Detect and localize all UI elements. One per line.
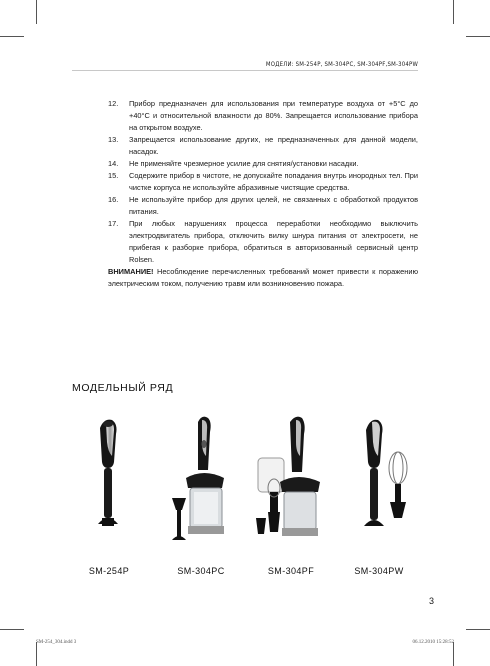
model-label-sm-304pf: SM-304PF — [267, 566, 315, 576]
rule-text: Прибор предназначен для использования при температуре воздуха от +5°C до +40°C и относительной влажности до 80%. Запрещается использование прибора на открытом воздухе. — [129, 99, 418, 132]
rule-text: Не применяйте чрезмерное усилие для снятия/установки насадки. — [129, 159, 359, 168]
rule-item — [108, 170, 418, 194]
crop-mark — [453, 0, 454, 24]
rule-number: 16. — [108, 195, 119, 204]
rule-text: Запрещается использование других, не предназначенных для данной модели, насадок. — [129, 135, 418, 156]
rule-number: 12. — [108, 99, 119, 108]
rule-number: 14. — [108, 159, 119, 168]
crop-mark — [36, 642, 37, 666]
warning-text: Несоблюдение перечисленных требований может привести к поражению электрическим током, получению травм или возникновению пожара. — [108, 267, 418, 288]
model-label-sm-304pw: SM-304PW — [354, 566, 404, 576]
footer-datetime: 06.12.2010 15:28:52 — [412, 640, 454, 645]
rule-number: 15. — [108, 171, 119, 180]
rule-item — [108, 98, 418, 134]
crop-mark — [453, 642, 454, 666]
footer-filename: SM-254_304.indd 3 — [36, 640, 77, 645]
model-label-sm-254p: SM-254P — [88, 566, 130, 576]
crop-mark — [0, 629, 24, 630]
rule-text: Содержите прибор в чистоте, не допускайте попадания внутрь инородных тел. При чистке корпуса не используйте абразивные чистящие средства. — [129, 171, 418, 192]
crop-mark — [0, 36, 24, 37]
section-title: МОДЕЛЬНЫЙ РЯД — [72, 382, 174, 394]
hand-blender-set-icon — [250, 412, 338, 560]
crop-mark — [466, 36, 490, 37]
rule-number: 13. — [108, 135, 119, 144]
safety-rules-list — [108, 98, 418, 290]
rule-item — [108, 218, 418, 266]
rule-text: Не используйте прибор для других целей, не связанных с обработкой продуктов питания. — [129, 195, 418, 216]
rule-text: При любых нарушениях процесса переработки необходимо выключить электродвигатель прибора, отключить вилку шнура питания от электросети, не прибегая к разборке прибора, обратиться в авторизованный сервисный центр Rolsen. — [129, 219, 418, 264]
crop-mark — [466, 629, 490, 630]
models-header: МОДЕЛИ: SM-254P, SM-304PC, SM-304PF,SM-304PW — [265, 61, 418, 68]
warning-label: ВНИМАНИЕ! — [108, 267, 154, 276]
hand-blender-chopper-icon — [162, 412, 250, 560]
hand-blender-icon — [70, 412, 158, 560]
crop-mark — [36, 0, 37, 24]
rule-item — [108, 158, 418, 170]
rule-number: 17. — [108, 219, 119, 228]
rule-item — [108, 194, 418, 218]
model-label-sm-304pc: SM-304PC — [177, 566, 225, 576]
rule-item — [108, 134, 418, 158]
hand-blender-whisk-icon — [340, 412, 428, 560]
page-number: 3 — [428, 596, 434, 606]
header-divider — [72, 70, 418, 71]
warning-paragraph — [108, 266, 418, 290]
